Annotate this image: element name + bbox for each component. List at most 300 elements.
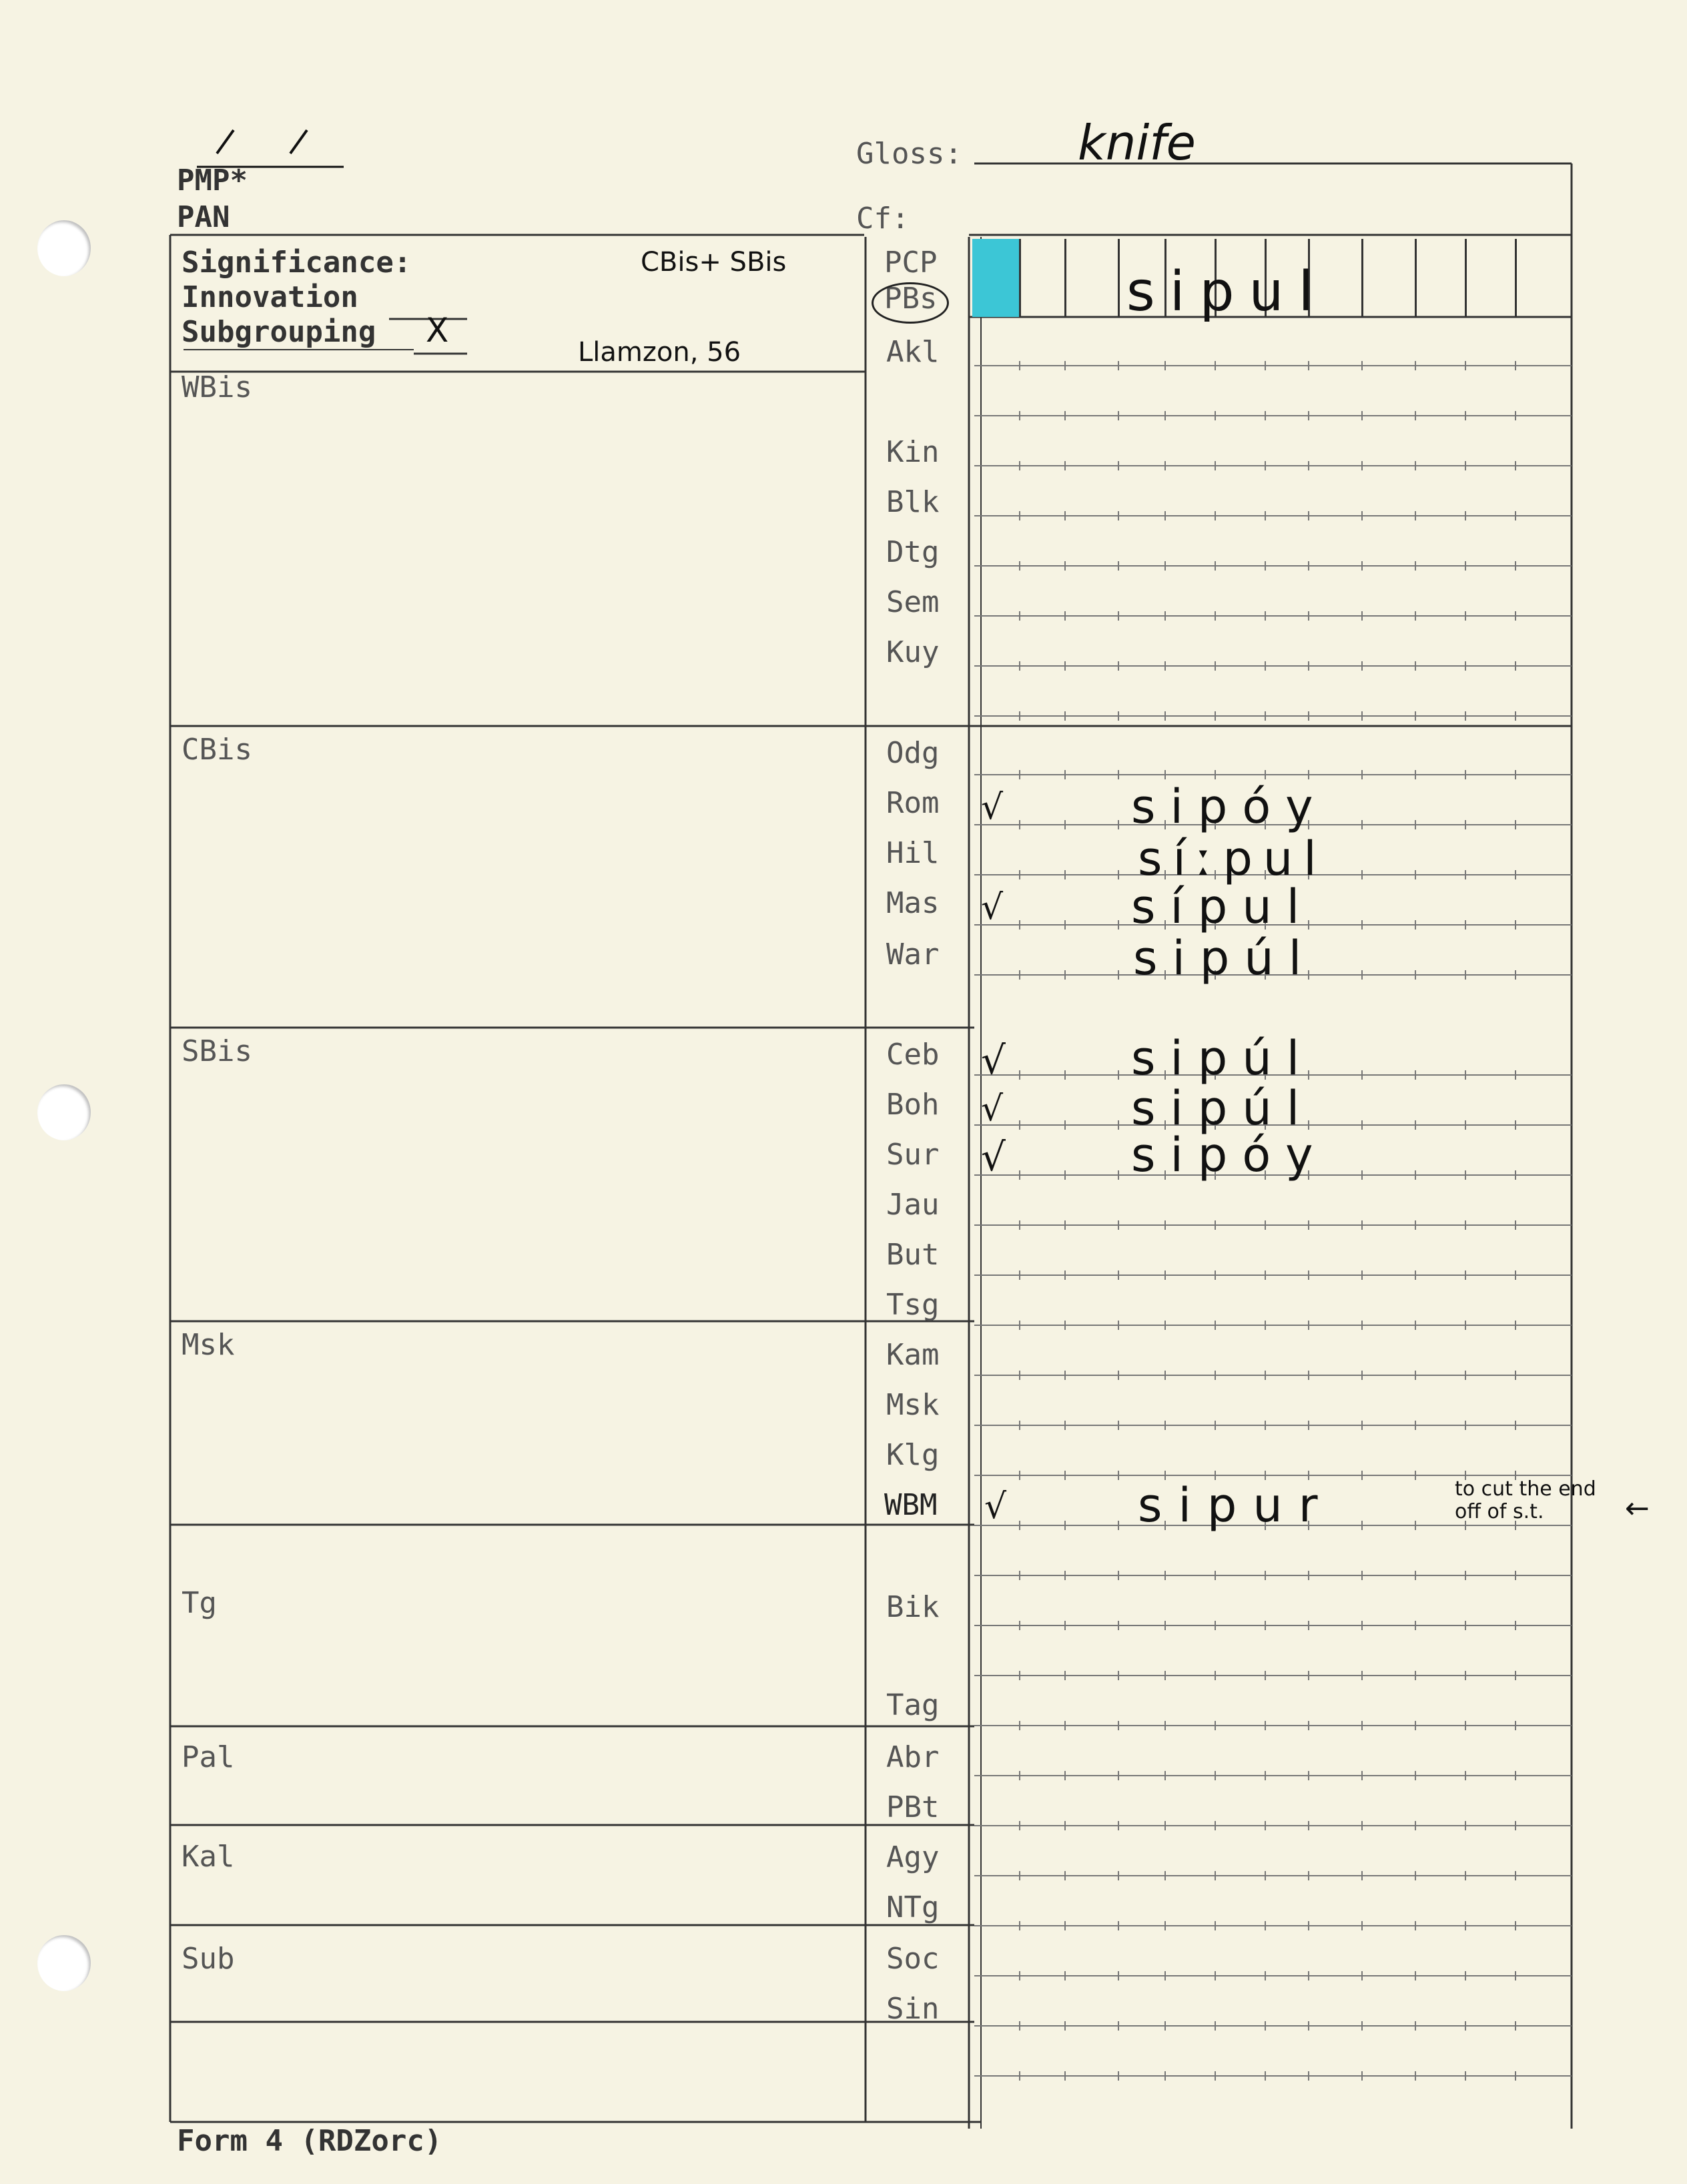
lang-akl: Akl bbox=[886, 335, 940, 369]
ruled-tick bbox=[1019, 511, 1020, 520]
proto-cell-divider bbox=[1515, 239, 1517, 317]
ruled-tick bbox=[1118, 1170, 1119, 1180]
ruled-tick bbox=[1064, 1521, 1066, 1530]
ruled-tick bbox=[1465, 1971, 1466, 1980]
group-label-msk: Msk bbox=[182, 1328, 235, 1362]
ruled-tick bbox=[1164, 1971, 1166, 1980]
ruled-tick bbox=[1164, 561, 1166, 571]
ruled-tick bbox=[1164, 1821, 1166, 1830]
ruled-tick bbox=[1465, 411, 1466, 420]
ruled-tick bbox=[1515, 561, 1516, 571]
lang-rom: Rom bbox=[886, 786, 940, 820]
ruled-tick bbox=[1361, 920, 1363, 930]
ruled-tick bbox=[1515, 1321, 1516, 1330]
form-footer: Form 4 (RDZorc) bbox=[177, 2124, 442, 2158]
ruled-tick bbox=[1064, 1721, 1066, 1730]
lang-jau: Jau bbox=[886, 1188, 940, 1222]
ruled-tick bbox=[1308, 611, 1309, 621]
ruled-tick bbox=[1415, 1270, 1416, 1280]
ruled-tick bbox=[1415, 2071, 1416, 2081]
lang-kin: Kin bbox=[886, 435, 940, 469]
ruled-tick bbox=[1215, 1921, 1216, 1930]
ruled-tick bbox=[1019, 561, 1020, 571]
form-hil: síːpul bbox=[1138, 831, 1327, 886]
ruled-tick bbox=[1019, 1220, 1020, 1230]
group-label-sub: Sub bbox=[182, 1942, 235, 1976]
ruled-tick bbox=[1064, 511, 1066, 520]
check-rom: √ bbox=[981, 787, 1004, 827]
ruled-tick bbox=[1164, 711, 1166, 721]
ruled-tick bbox=[1118, 820, 1119, 829]
ruled-tick bbox=[1515, 1671, 1516, 1680]
ruled-tick bbox=[1215, 1621, 1216, 1630]
lang-pbt: PBt bbox=[886, 1790, 940, 1824]
pbs-label: PBs bbox=[884, 282, 938, 316]
ruled-tick bbox=[1118, 1871, 1119, 1880]
ruled-tick bbox=[1164, 1621, 1166, 1630]
ruled-tick bbox=[1361, 1471, 1363, 1480]
ruled-tick bbox=[1215, 1721, 1216, 1730]
ruled-tick bbox=[1118, 1120, 1119, 1130]
ruled-tick bbox=[1308, 1921, 1309, 1930]
ruled-tick bbox=[1064, 461, 1066, 470]
ruled-tick bbox=[1361, 1220, 1363, 1230]
proto-cell-divider bbox=[1118, 239, 1120, 317]
ruled-tick bbox=[1361, 1671, 1363, 1680]
ruled-tick bbox=[1465, 1070, 1466, 1080]
ruled-tick bbox=[1215, 1971, 1216, 1980]
ruled-tick bbox=[1361, 1170, 1363, 1180]
ruled-tick bbox=[1361, 1321, 1363, 1330]
ruled-tick bbox=[1465, 561, 1466, 571]
ruled-tick bbox=[1361, 1971, 1363, 1980]
ruled-tick bbox=[1019, 1721, 1020, 1730]
ruled-tick bbox=[1361, 361, 1363, 370]
ruled-tick bbox=[1308, 461, 1309, 470]
ruled-tick bbox=[1308, 711, 1309, 721]
ruled-tick bbox=[1019, 661, 1020, 671]
ruled-tick bbox=[1118, 1421, 1119, 1430]
ruled-tick bbox=[1215, 1421, 1216, 1430]
group-label-sbis: SBis bbox=[182, 1034, 252, 1068]
ruled-tick bbox=[1415, 1771, 1416, 1780]
ruled-tick bbox=[1164, 361, 1166, 370]
ruled-tick bbox=[1118, 1371, 1119, 1380]
ruled-tick bbox=[1164, 1671, 1166, 1680]
ruled-tick bbox=[1265, 1621, 1266, 1630]
lang-kam: Kam bbox=[886, 1338, 940, 1372]
ruled-tick bbox=[1515, 1120, 1516, 1130]
ruled-tick bbox=[1465, 611, 1466, 621]
ruled-tick bbox=[1308, 1671, 1309, 1680]
ruled-tick bbox=[1019, 1270, 1020, 1280]
lang-mas: Mas bbox=[886, 886, 940, 920]
ruled-tick bbox=[1361, 1571, 1363, 1580]
ruled-tick bbox=[1361, 1270, 1363, 1280]
check-mas: √ bbox=[981, 887, 1004, 928]
ruled-tick bbox=[1415, 361, 1416, 370]
ruled-tick bbox=[1164, 411, 1166, 420]
ruled-tick bbox=[1064, 970, 1066, 980]
ruled-tick bbox=[1308, 2071, 1309, 2081]
ruled-tick bbox=[1515, 1771, 1516, 1780]
ruled-tick bbox=[1308, 1220, 1309, 1230]
ruled-tick bbox=[1019, 711, 1020, 721]
ruled-tick bbox=[1465, 1871, 1466, 1880]
form-sur: sipóy bbox=[1131, 1128, 1328, 1182]
ruled-tick bbox=[1019, 611, 1020, 621]
ruled-tick bbox=[1164, 770, 1166, 779]
lang-wbm: WBM bbox=[884, 1488, 938, 1522]
ruled-tick bbox=[1019, 770, 1020, 779]
ruled-tick bbox=[1019, 1821, 1020, 1830]
ruled-tick bbox=[1064, 2071, 1066, 2081]
ruled-tick bbox=[1465, 1220, 1466, 1230]
ruled-tick bbox=[1164, 1721, 1166, 1730]
pcp-label: PCP bbox=[884, 246, 938, 280]
ruled-tick bbox=[1361, 1871, 1363, 1880]
ruled-tick bbox=[1064, 561, 1066, 571]
ruled-tick bbox=[1465, 1721, 1466, 1730]
ruled-tick bbox=[1064, 1220, 1066, 1230]
ruled-tick bbox=[1515, 361, 1516, 370]
ruled-tick bbox=[1415, 561, 1416, 571]
ruled-tick bbox=[1215, 511, 1216, 520]
ruled-tick bbox=[1118, 711, 1119, 721]
ruled-tick bbox=[1118, 920, 1119, 930]
ruled-tick bbox=[1265, 1421, 1266, 1430]
ruled-tick bbox=[1019, 1471, 1020, 1480]
ruled-tick bbox=[1164, 1220, 1166, 1230]
ruled-tick bbox=[1019, 920, 1020, 930]
group-label-kal: Kal bbox=[182, 1840, 235, 1874]
ruled-tick bbox=[1118, 1220, 1119, 1230]
ruled-tick bbox=[1164, 1571, 1166, 1580]
ruled-tick bbox=[1064, 661, 1066, 671]
ruled-tick bbox=[1164, 1371, 1166, 1380]
lang-tsg: Tsg bbox=[886, 1288, 940, 1322]
ruled-tick bbox=[1415, 1371, 1416, 1380]
ruled-tick bbox=[1308, 1621, 1309, 1630]
ruled-tick bbox=[1415, 1471, 1416, 1480]
ruled-tick bbox=[1265, 770, 1266, 779]
ruled-tick bbox=[1019, 1070, 1020, 1080]
arrow-icon: ← bbox=[1625, 1491, 1650, 1525]
ruled-tick bbox=[1415, 2021, 1416, 2031]
ruled-tick bbox=[1265, 1220, 1266, 1230]
ruled-tick bbox=[1361, 1070, 1363, 1080]
ruled-tick bbox=[1064, 1070, 1066, 1080]
ruled-tick bbox=[1215, 361, 1216, 370]
ruled-tick bbox=[1019, 970, 1020, 980]
ruled-tick bbox=[1308, 561, 1309, 571]
ruled-tick bbox=[1308, 1821, 1309, 1830]
form-mas: sípul bbox=[1131, 879, 1315, 934]
ruled-tick bbox=[1415, 1571, 1416, 1580]
ruled-tick bbox=[1515, 1821, 1516, 1830]
ruled-tick bbox=[1361, 561, 1363, 571]
ruled-tick bbox=[1415, 970, 1416, 980]
ruled-tick bbox=[1118, 1971, 1119, 1980]
ruled-tick bbox=[1064, 1821, 1066, 1830]
ruled-tick bbox=[1308, 1371, 1309, 1380]
ruled-tick bbox=[1019, 1871, 1020, 1880]
pmp-label: PMP* bbox=[177, 163, 248, 198]
group-label-wbis: WBis bbox=[182, 370, 252, 404]
ruled-tick bbox=[1415, 1821, 1416, 1830]
ruled-tick bbox=[1118, 1671, 1119, 1680]
ruled-tick bbox=[1515, 870, 1516, 879]
ruled-tick bbox=[1164, 1921, 1166, 1930]
ruled-tick bbox=[1215, 1270, 1216, 1280]
ruled-tick bbox=[1164, 461, 1166, 470]
note-wbm: to cut the end off of s.t. bbox=[1455, 1477, 1596, 1523]
ruled-tick bbox=[1064, 1771, 1066, 1780]
ruled-tick bbox=[1415, 920, 1416, 930]
ruled-tick bbox=[1415, 820, 1416, 829]
ruled-tick bbox=[1415, 1170, 1416, 1180]
lang-sin: Sin bbox=[886, 1992, 940, 2026]
subgrouping-label: Subgrouping bbox=[182, 315, 376, 349]
ruled-tick bbox=[1308, 661, 1309, 671]
ruled-tick bbox=[1465, 461, 1466, 470]
ruled-tick bbox=[1415, 511, 1416, 520]
pan-label: PAN bbox=[177, 200, 230, 234]
ruled-tick bbox=[1265, 711, 1266, 721]
ruled-tick bbox=[1064, 920, 1066, 930]
ruled-tick bbox=[1118, 1571, 1119, 1580]
ruled-tick bbox=[1308, 511, 1309, 520]
gloss-value: knife bbox=[1078, 115, 1196, 171]
ruled-tick bbox=[1465, 1321, 1466, 1330]
ruled-tick bbox=[1265, 1921, 1266, 1930]
significance-label: Significance: bbox=[182, 246, 412, 280]
ruled-tick bbox=[1215, 461, 1216, 470]
ruled-tick bbox=[1064, 1471, 1066, 1480]
ruled-tick bbox=[1164, 1421, 1166, 1430]
ruled-tick bbox=[1215, 1371, 1216, 1380]
ruled-tick bbox=[1415, 1120, 1416, 1130]
ruled-tick bbox=[1415, 1671, 1416, 1680]
ruled-tick bbox=[1118, 561, 1119, 571]
ruled-tick bbox=[1361, 1371, 1363, 1380]
ruled-tick bbox=[1415, 770, 1416, 779]
ruled-tick bbox=[1515, 820, 1516, 829]
ruled-tick bbox=[1019, 1921, 1020, 1930]
ruled-tick bbox=[1118, 661, 1119, 671]
ruled-tick bbox=[1415, 1321, 1416, 1330]
ruled-tick bbox=[1465, 1170, 1466, 1180]
ruled-tick bbox=[1215, 1671, 1216, 1680]
lang-bik: Bik bbox=[886, 1590, 940, 1624]
ruled-tick bbox=[1019, 461, 1020, 470]
ruled-tick bbox=[1465, 1771, 1466, 1780]
ruled-tick bbox=[1515, 711, 1516, 721]
ruled-tick bbox=[1118, 970, 1119, 980]
ruled-tick bbox=[1215, 611, 1216, 621]
ruled-tick bbox=[1164, 1771, 1166, 1780]
ruled-tick bbox=[1265, 561, 1266, 571]
ruled-tick bbox=[1465, 870, 1466, 879]
ruled-tick bbox=[1118, 461, 1119, 470]
ruled-tick bbox=[1415, 1621, 1416, 1630]
ruled-tick bbox=[1361, 2071, 1363, 2081]
ruled-tick bbox=[1164, 2021, 1166, 2031]
ruled-tick bbox=[1064, 1971, 1066, 1980]
ruled-tick bbox=[1265, 1821, 1266, 1830]
ruled-tick bbox=[1515, 770, 1516, 779]
gloss-label: Gloss: bbox=[856, 137, 962, 171]
ruled-tick bbox=[1064, 611, 1066, 621]
ruled-tick bbox=[1215, 561, 1216, 571]
ruled-tick bbox=[1361, 1821, 1363, 1830]
ruled-tick bbox=[1118, 1270, 1119, 1280]
ruled-tick bbox=[1265, 1721, 1266, 1730]
ruled-tick bbox=[1361, 1120, 1363, 1130]
ruled-tick bbox=[1164, 611, 1166, 621]
ruled-tick bbox=[1118, 1070, 1119, 1080]
ruled-tick bbox=[1064, 1120, 1066, 1130]
ruled-tick bbox=[1265, 1321, 1266, 1330]
ruled-tick bbox=[1064, 1671, 1066, 1680]
ruled-tick bbox=[1265, 511, 1266, 520]
ruled-tick bbox=[1064, 2021, 1066, 2031]
ruled-tick bbox=[1465, 1571, 1466, 1580]
ruled-tick bbox=[1019, 1421, 1020, 1430]
ruled-tick bbox=[1064, 1621, 1066, 1630]
lang-soc: Soc bbox=[886, 1942, 940, 1976]
ruled-tick bbox=[1415, 1220, 1416, 1230]
ruled-tick bbox=[1118, 511, 1119, 520]
lang-ntg: NTg bbox=[886, 1890, 940, 1924]
ruled-tick bbox=[1415, 1921, 1416, 1930]
ruled-tick bbox=[1118, 361, 1119, 370]
proto-cell-divider bbox=[1465, 239, 1467, 317]
form-ceb: sipúl bbox=[1131, 1031, 1315, 1086]
ruled-tick bbox=[1415, 661, 1416, 671]
ruled-tick bbox=[1415, 870, 1416, 879]
ruled-tick bbox=[1361, 411, 1363, 420]
ruled-tick bbox=[1361, 820, 1363, 829]
ruled-tick bbox=[1308, 770, 1309, 779]
ruled-tick bbox=[1515, 1170, 1516, 1180]
ruled-tick bbox=[1308, 1971, 1309, 1980]
ruled-tick bbox=[1415, 611, 1416, 621]
ruled-tick bbox=[1515, 2071, 1516, 2081]
ruled-tick bbox=[1465, 1371, 1466, 1380]
lang-boh: Boh bbox=[886, 1088, 940, 1122]
ruled-tick bbox=[1064, 870, 1066, 879]
ruled-tick bbox=[1265, 1671, 1266, 1680]
ruled-tick bbox=[1465, 511, 1466, 520]
ruled-tick bbox=[1064, 711, 1066, 721]
ruled-tick bbox=[1465, 361, 1466, 370]
ruled-tick bbox=[1164, 661, 1166, 671]
ruled-tick bbox=[1215, 770, 1216, 779]
ruled-tick bbox=[1465, 2071, 1466, 2081]
ruled-tick bbox=[1308, 1721, 1309, 1730]
ruled-tick bbox=[1064, 361, 1066, 370]
group-label-tg: Tg bbox=[182, 1586, 217, 1620]
ruled-tick bbox=[1215, 711, 1216, 721]
ruled-tick bbox=[1265, 361, 1266, 370]
ruled-tick bbox=[1361, 2021, 1363, 2031]
ruled-tick bbox=[1308, 1871, 1309, 1880]
ruled-tick bbox=[1064, 770, 1066, 779]
ruled-tick bbox=[1415, 411, 1416, 420]
proto-cell-divider bbox=[1415, 239, 1417, 317]
ruled-tick bbox=[1515, 1070, 1516, 1080]
ruled-tick bbox=[1164, 511, 1166, 520]
ruled-tick bbox=[1019, 361, 1020, 370]
ruled-tick bbox=[1515, 1421, 1516, 1430]
lang-kuy: Kuy bbox=[886, 635, 940, 669]
ruled-tick bbox=[1465, 820, 1466, 829]
ruled-tick bbox=[1118, 1521, 1119, 1530]
ruled-tick bbox=[1118, 2071, 1119, 2081]
lang-klg: Klg bbox=[886, 1438, 940, 1472]
ruled-tick bbox=[1064, 1321, 1066, 1330]
lang-but: But bbox=[886, 1238, 940, 1272]
ruled-tick bbox=[1164, 1270, 1166, 1280]
ruled-tick bbox=[1265, 611, 1266, 621]
ruled-tick bbox=[1515, 970, 1516, 980]
group-label-pal: Pal bbox=[182, 1740, 235, 1774]
ruled-tick bbox=[1465, 661, 1466, 671]
ruled-tick bbox=[1215, 661, 1216, 671]
ruled-tick bbox=[1118, 1771, 1119, 1780]
ruled-tick bbox=[1361, 461, 1363, 470]
ruled-tick bbox=[1308, 1771, 1309, 1780]
lang-blk: Blk bbox=[886, 485, 940, 519]
ruled-tick bbox=[1515, 411, 1516, 420]
ruled-tick bbox=[1064, 1571, 1066, 1580]
ruled-tick bbox=[1361, 1771, 1363, 1780]
ruled-tick bbox=[1308, 1571, 1309, 1580]
ruled-tick bbox=[1515, 611, 1516, 621]
ruled-tick bbox=[1415, 711, 1416, 721]
ruled-tick bbox=[1265, 1571, 1266, 1580]
ruled-tick bbox=[1361, 611, 1363, 621]
cf-label: Cf: bbox=[856, 202, 910, 236]
ruled-tick bbox=[1118, 1471, 1119, 1480]
ruled-tick bbox=[1515, 1871, 1516, 1880]
ruled-tick bbox=[1361, 1621, 1363, 1630]
ruled-tick bbox=[1361, 711, 1363, 721]
ruled-tick bbox=[1515, 1270, 1516, 1280]
ruled-tick bbox=[1415, 1721, 1416, 1730]
ruled-tick bbox=[1465, 1921, 1466, 1930]
ruled-tick bbox=[1415, 1070, 1416, 1080]
ruled-tick bbox=[1118, 1721, 1119, 1730]
ruled-tick bbox=[1265, 2071, 1266, 2081]
ruled-tick bbox=[1465, 770, 1466, 779]
ruled-tick bbox=[1308, 1321, 1309, 1330]
ruled-tick bbox=[1064, 1871, 1066, 1880]
subgrouping-mark: X bbox=[426, 311, 449, 350]
lang-abr: Abr bbox=[886, 1740, 940, 1774]
ruled-tick bbox=[1308, 411, 1309, 420]
ruled-tick bbox=[1515, 1721, 1516, 1730]
lang-hil: Hil bbox=[886, 836, 940, 870]
ruled-tick bbox=[1019, 1771, 1020, 1780]
form-boh: sipúl bbox=[1131, 1081, 1315, 1136]
ruled-tick bbox=[1019, 820, 1020, 829]
ruled-tick bbox=[1361, 1921, 1363, 1930]
ruled-tick bbox=[1465, 2021, 1466, 2031]
ruled-tick bbox=[1465, 711, 1466, 721]
ruled-tick bbox=[1215, 1821, 1216, 1830]
